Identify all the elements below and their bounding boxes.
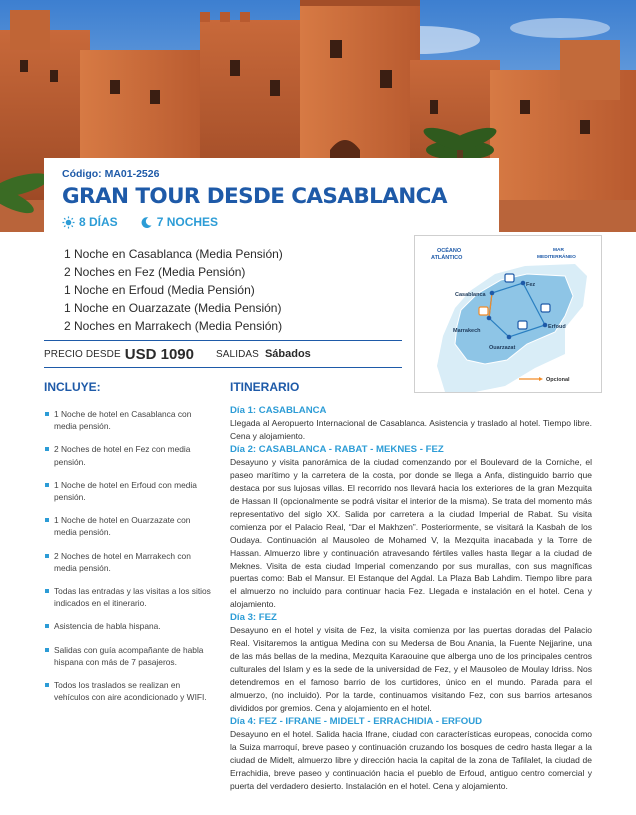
city-label-fez: Fez	[526, 282, 536, 288]
itinerary-heading: ITINERARIO	[230, 380, 300, 394]
city-dot-ouarzazate	[507, 335, 512, 340]
list-item: 1 Noche de hotel en Ouarzazate con media pensión.	[44, 514, 214, 538]
includes-section	[44, 380, 214, 714]
day-text: Desayuno en el hotel y visita de Fez, la visita comienza por las puertas doradas del Palacio Real. Visitaremos la antigua Medina con su Medersa de Bou Anania, la Fuente Nejjarine, una de las más bellas de la medina, Mezquita Karaouine que alberga uno de los principales centros culturales del Islam y es la sede de la universidad de Fez, y el Mausoleo de Moulay Idriss. Nos detendremos en el famoso barrio de los curtidores, único en el mundo. Parada para el almuerzo, (no incluido). Por la tarde, continuamos visitando Fez, con sus barrios artesanos divididos por gremios. Cena y alojamiento en el hotel.	[230, 625, 592, 714]
list-item: Salidas con guía acompañante de habla hispana con más de 7 pasajeros.	[44, 644, 214, 668]
price-value: USD 1090	[124, 345, 194, 363]
city-dot-casablanca	[490, 291, 495, 296]
includes-heading: INCLUYE:	[44, 380, 101, 394]
list-item: Todas las entradas y las visitas a los sitios indicados en el itinerario.	[44, 585, 214, 609]
sun-icon	[62, 216, 75, 229]
city-label-casablanca: Casablanca	[455, 292, 486, 298]
city-dot-fez	[521, 281, 526, 286]
sea-label-2: MEDITERRÁNEO	[537, 255, 576, 260]
city-label-erfoud: Erfoud	[548, 324, 566, 330]
list-item: 2 Noches de hotel en Fez con media pensión.	[44, 443, 214, 467]
city-dot-erfoud	[543, 323, 548, 328]
stay-item: 1 Noche en Ouarzazate (Media Pensión)	[64, 301, 282, 315]
ocean-label: OCÉANO	[437, 248, 462, 254]
day-text: Desayuno en el hotel. Salida hacia Ifrane, ciudad con características europeas, conocida como la Suiza marroquí, breve paseo y continuación cruzando los bosques de cedro hasta llegar a la ciudad de Midelt, almuerzo libre y dirección hacia la capital de la zona de Tafilalet, la ciudad de Errachidia, breve paseo y continuación hacia el pueblo de Erfoud, antiguo centro comercial y puerta del verdadero desierto. Instalación en el hotel. Cena y alojamiento.	[230, 729, 592, 791]
day-text: Desayuno y visita panorámica de la ciudad comenzando por el Boulevard de la Corniche, el paseo marítimo y la carretera de la costa, por donde se llega a Anfa, distinguido barrio que destaca por sus lujosas villas. El recorrido nos llevará hacia los exteriores de la gran Mezquita de Hassan II (opcionalmente se podrá visitar el interior de la misma). Se trata del momento más representativo del siglo XX. Salida por carretera a la ciudad Imperial de Rabat. Su visita comienza por el Palacio Real, “Dar el Makhzen”. Posteriormente, se visitará la Kasbah de los Oudaya. Continuación al Mausoleo de Mohamed V, la Mezquita inacabada y la Torre de Hassan. Almuerzo libre y continuación atravesando fértiles valles hasta llegar a la ciudad de Meknes. Visita de esta ciudad Imperial comenzando por sus murallas, con sus magníficas puertas como: Bab el Mansur. El Estanque del Agdal. La Plaza Bab Lahdim. Tiempo libre para el almuerzo no incluido para continuar hacia Fez. Llegada e instalación en el hotel. Cena y alojamiento.	[230, 456, 592, 610]
city-label-ouarzazate: Ouarzazat	[489, 345, 516, 351]
tour-nights: 7 NOCHES	[156, 215, 219, 229]
tour-duration	[62, 215, 499, 229]
price-label: PRECIO DESDE	[44, 348, 121, 360]
list-item: 2 Noches de hotel en Marrakech con media pensión.	[44, 550, 214, 574]
day-title: Día 2: CASABLANCA - RABAT - MEKNES - FEZ	[230, 443, 444, 455]
morocco-map	[415, 236, 601, 392]
legend-label: Opcional	[546, 377, 570, 383]
tour-title-card	[44, 158, 499, 234]
route-map	[414, 235, 602, 393]
stays-list	[64, 245, 283, 335]
stay-item: 1 Noche en Erfoud (Media Pensión)	[64, 283, 255, 297]
itinerary-section	[230, 380, 592, 793]
includes-list	[44, 408, 214, 703]
day-title: Día 1: CASABLANCA	[230, 405, 327, 416]
day-title: Día 4: FEZ - IFRANE - MIDELT - ERRACHIDIA - ERFOUD	[230, 716, 483, 728]
departures-value: Sábados	[264, 348, 311, 360]
day-text: Llegada al Aeropuerto Internacional de Casablanca. Asistencia y traslado al hotel. Tiempo libre. Cena y alojamiento.	[230, 418, 592, 441]
tour-days: 8 DÍAS	[79, 215, 118, 229]
price-row	[44, 340, 402, 368]
city-label-marrakech: Marrakech	[453, 328, 481, 334]
list-item: 1 Noche de hotel en Erfoud con media pensión.	[44, 479, 214, 503]
sea-label: MAR	[553, 248, 564, 253]
stay-item: 2 Noches en Marrakech (Media Pensión)	[64, 319, 283, 333]
day-title: Día 3: FEZ	[230, 612, 277, 624]
departures-label: SALIDAS	[216, 348, 259, 360]
tour-title: GRAN TOUR DESDE CASABLANCA	[62, 184, 447, 209]
stay-item: 2 Noches en Fez (Media Pensión)	[64, 265, 246, 279]
stay-item: 1 Noche en Casablanca (Media Pensión)	[64, 247, 283, 261]
city-dot-marrakech	[487, 316, 492, 321]
tour-code: Código: MA01-2526	[62, 168, 160, 180]
list-item: Todos los traslados se realizan en vehículos con aire acondicionado y WIFI.	[44, 679, 214, 703]
moon-icon	[140, 216, 153, 229]
list-item: Asistencia de habla hispana.	[44, 620, 214, 632]
list-item: 1 Noche de hotel en Casablanca con media pensión.	[44, 408, 214, 432]
ocean-label-2: ATLÁNTICO	[431, 255, 463, 261]
